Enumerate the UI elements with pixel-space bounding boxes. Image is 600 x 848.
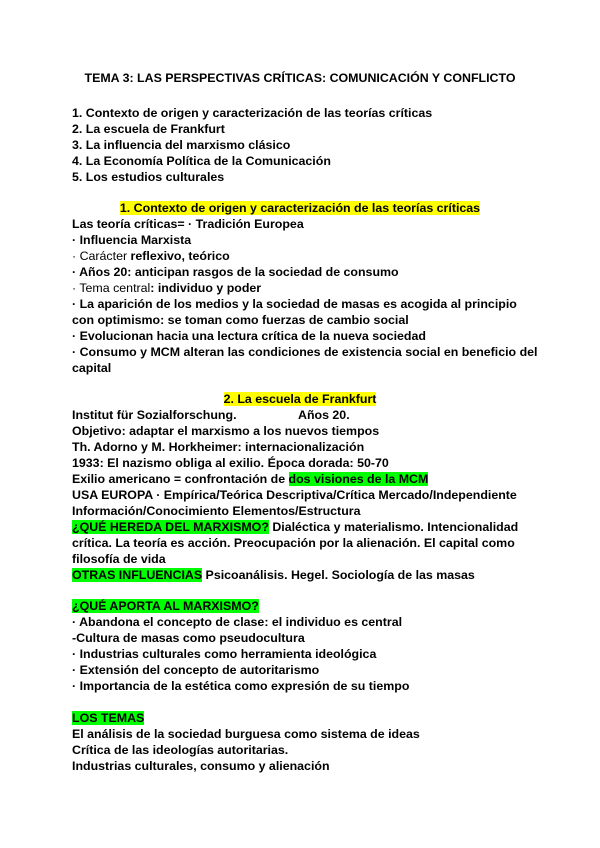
section-2-heading: 2. La escuela de Frankfurt bbox=[223, 392, 377, 406]
s1-line-6: · La aparición de los medios y la sociedad de masas es acogida al principio bbox=[72, 297, 517, 311]
s1-line-8: · Evolucionan hacia una lectura crítica de la nueva sociedad bbox=[72, 329, 426, 343]
section-1-heading: 1. Contexto de origen y caracterización de las teorías críticas bbox=[119, 201, 481, 215]
s2-line-1b: Años 20. bbox=[298, 408, 350, 422]
s3-line-5: · Importancia de la estética como expresión de su tiempo bbox=[72, 679, 410, 693]
s3-line-2: -Cultura de masas como pseudocultura bbox=[72, 631, 305, 645]
s1-line-1: Las teoría críticas= · Tradición Europea bbox=[72, 217, 304, 231]
s1-line-7: con optimismo: se toman como fuerzas de cambio social bbox=[72, 313, 409, 327]
s1-line-3: · Carácter reflexivo, teórico bbox=[72, 249, 230, 263]
s3-line-1: · Abandona el concepto de clase: el individuo es central bbox=[72, 615, 403, 629]
s2-line-3: Th. Adorno y M. Horkheimer: internacionalización bbox=[72, 440, 365, 454]
highlight-hereda: ¿QUÉ HEREDA DEL MARXISMO? bbox=[72, 520, 269, 534]
s1-line-5: · Tema central: individuo y poder bbox=[72, 281, 262, 295]
s4-line-2: Crítica de las ideologías autoritarias. bbox=[72, 743, 289, 757]
s2-line-7: Información/Conocimiento Elementos/Estructura bbox=[72, 504, 361, 518]
index-item-4: 4. La Economía Política de la Comunicación bbox=[72, 154, 331, 168]
index-item-1: 1. Contexto de origen y caracterización de las teorías críticas bbox=[72, 106, 433, 120]
s4-line-3: Industrias culturales, consumo y alienación bbox=[72, 759, 330, 773]
s2-line-8: ¿QUÉ HEREDA DEL MARXISMO? Dialéctica y materialismo. Intencionalidad bbox=[72, 520, 519, 534]
s1-line-10: capital bbox=[72, 361, 112, 375]
document-title: TEMA 3: LAS PERSPECTIVAS CRÍTICAS: COMUNICACIÓN Y CONFLICTO bbox=[84, 71, 516, 85]
s4-line-1: El análisis de la sociedad burguesa como sistema de ideas bbox=[72, 727, 420, 741]
index-item-5: 5. Los estudios culturales bbox=[72, 170, 225, 184]
s2-line-1a: Institut für Sozialforschung. bbox=[72, 408, 237, 422]
s3-line-3: · Industrias culturales como herramienta ideológica bbox=[72, 647, 377, 661]
section-4-heading: LOS TEMAS bbox=[72, 711, 145, 725]
s1-line-9: · Consumo y MCM alteran las condiciones de existencia social en beneficio del bbox=[72, 345, 538, 359]
section-3-heading: ¿QUÉ APORTA AL MARXISMO? bbox=[72, 599, 259, 613]
highlight-dos-visiones: dos visiones de la MCM bbox=[288, 472, 429, 486]
s2-line-9: crítica. La teoría es acción. Preocupación por la alienación. El capital como bbox=[72, 536, 515, 550]
s2-line-5: Exilio americano = confrontación de dos visiones de la MCM bbox=[72, 472, 429, 486]
s1-line-4: · Años 20: anticipan rasgos de la sociedad de consumo bbox=[72, 265, 399, 279]
index-item-2: 2. La escuela de Frankfurt bbox=[72, 122, 225, 136]
s2-line-11: OTRAS INFLUENCIAS Psicoanálisis. Hegel. Sociología de las masas bbox=[72, 568, 475, 582]
s2-line-4: 1933: El nazismo obliga al exilio. Época dorada: 50-70 bbox=[72, 456, 389, 470]
s2-line-10: filosofía de vida bbox=[72, 552, 166, 566]
s2-line-2: Objetivo: adaptar el marxismo a los nuevos tiempos bbox=[72, 424, 380, 438]
s2-line-6: USA EUROPA · Empírica/Teórica Descriptiva/Crítica Mercado/Independiente bbox=[72, 488, 517, 502]
highlight-otras-influencias: OTRAS INFLUENCIAS bbox=[72, 568, 203, 582]
s1-line-2: · Influencia Marxista bbox=[72, 233, 192, 247]
s3-line-4: · Extensión del concepto de autoritarismo bbox=[72, 663, 320, 677]
index-item-3: 3. La influencia del marxismo clásico bbox=[72, 138, 291, 152]
